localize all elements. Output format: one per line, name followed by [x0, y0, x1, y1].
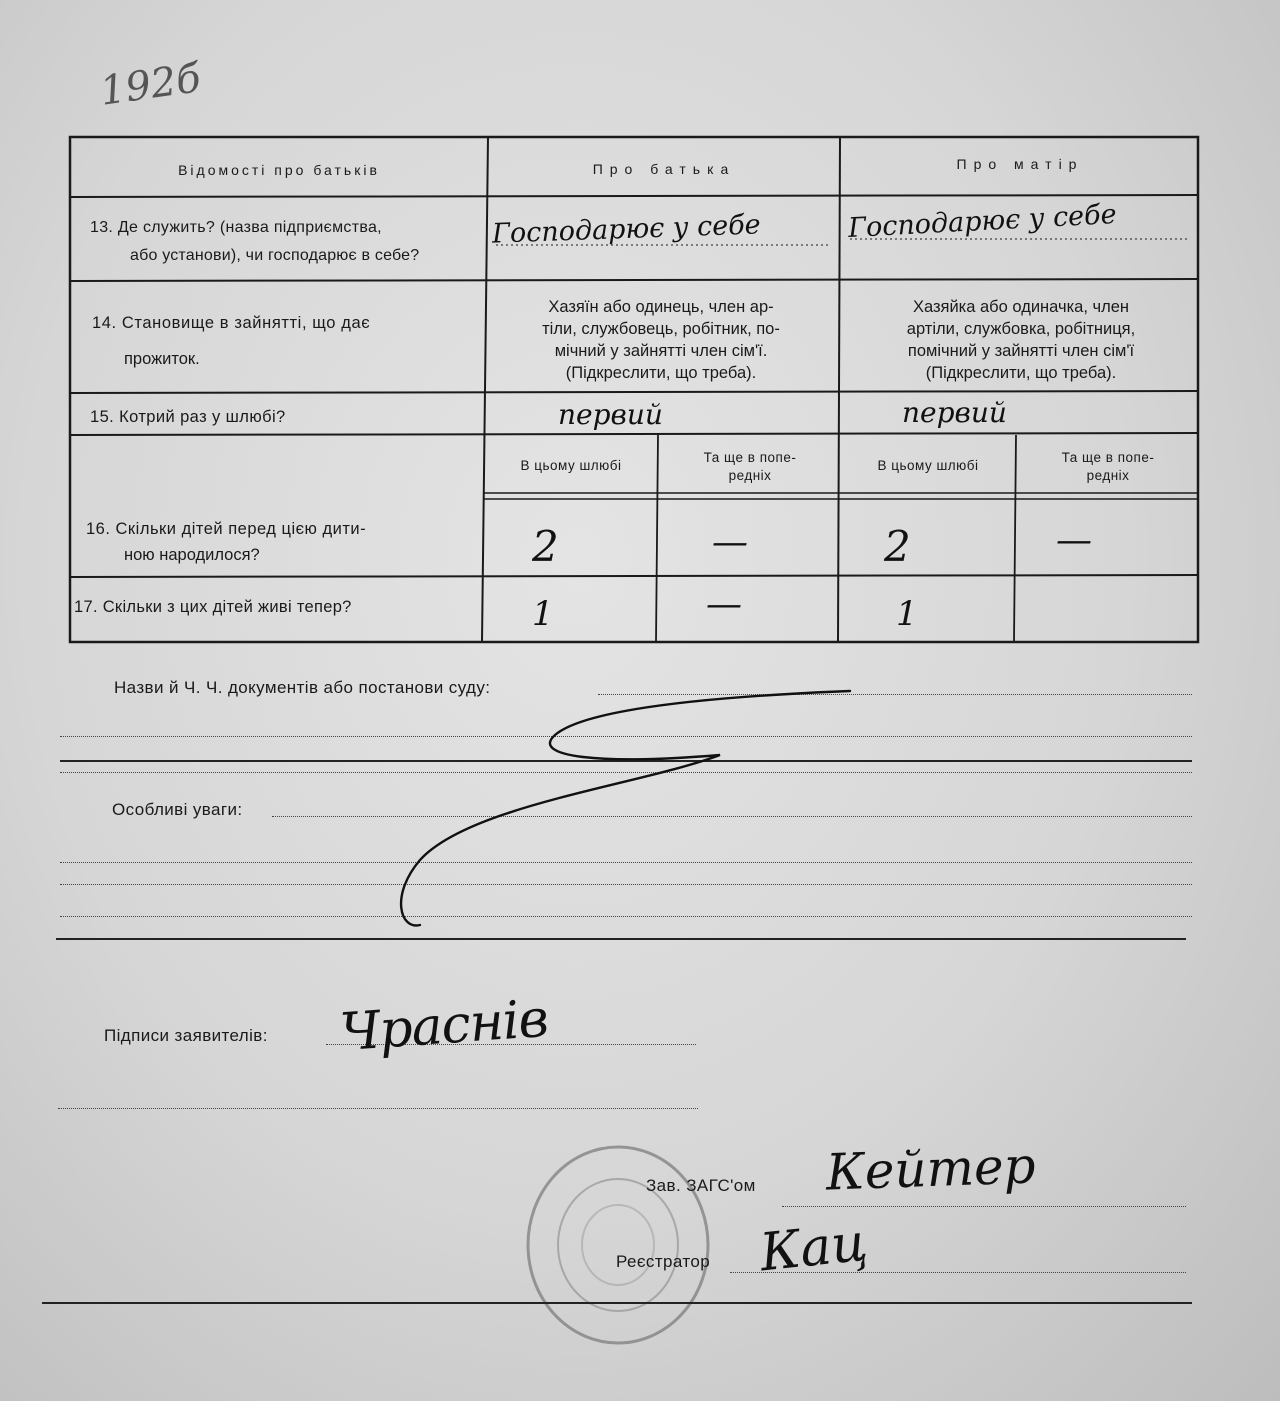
cross-out-scribble	[390, 685, 890, 935]
registrar-label: Реєстратор	[616, 1252, 711, 1271]
row14-mother-options	[846, 296, 1196, 384]
head-label: Зав. ЗАГС'ом	[646, 1176, 756, 1195]
header-about-mother: Про матір	[956, 156, 1084, 172]
header-about-father: Про батька	[592, 161, 736, 177]
row14-father-line3: мічний у зайнятті член сім'ї.	[554, 342, 768, 360]
row17-mother-this: 1	[896, 594, 918, 634]
head-signature-line	[782, 1206, 1186, 1207]
row17-father-prev: —	[706, 584, 742, 625]
row16-mother-prev: —	[1056, 520, 1092, 561]
row16-father-prev: —	[712, 522, 748, 563]
row14-mother-line2: артіли, службовка, робітниця,	[906, 320, 1136, 338]
subheader-mother-previous-line2: редніх	[1086, 468, 1130, 483]
row16-father-this: 2	[532, 522, 559, 571]
row14-label-line1: 14. Становище в зайнятті, що дає	[92, 314, 371, 332]
row14-father-line1: Хазяїн або одинець, член ар-	[548, 298, 774, 316]
signatures-line-2	[58, 1108, 698, 1109]
row13-father-answer: Господарює у себе	[491, 209, 762, 250]
row17-label: 17. Скільки з цих дітей живі тепер?	[74, 598, 352, 616]
handwritten-page-number: 192б	[97, 55, 204, 115]
row14-mother-line4: (Підкреслити, що треба).	[925, 364, 1117, 382]
subheader-father-previous	[660, 449, 840, 485]
row13-label-line1: 13. Де служить? (назва підприємства,	[90, 219, 382, 236]
signatures-label: Підписи заявителів:	[104, 1026, 268, 1045]
row17-father-this: 1	[532, 594, 554, 634]
documents-label: Назви й Ч. Ч. документів або постанови суду:	[114, 678, 491, 697]
subheader-mother-previous-line1: Та ще в попе-	[1061, 450, 1155, 465]
row14-father-line4: (Підкреслити, що треба).	[565, 364, 757, 382]
row14-father-options	[486, 296, 836, 384]
subheader-mother-this-marriage: В цьому шлюбі	[877, 458, 979, 473]
row13-label-line2: або установи), чи господарює в себе?	[130, 247, 420, 264]
remarks-label: Особливі уваги:	[112, 800, 243, 819]
head-signature: Кейтер	[825, 1136, 1037, 1202]
row15-mother-answer: первий	[902, 396, 1007, 429]
row14-label-line2: прожиток.	[124, 350, 200, 368]
row13-mother-answer: Господарює у себе	[847, 198, 1118, 245]
row14-mother-line3: помічний у зайнятті член сім'ї	[907, 342, 1135, 360]
row16-label-line1: 16. Скільки дітей перед цією дити-	[86, 520, 367, 538]
row15-father-answer: первий	[558, 398, 663, 431]
registrar-signature: Кац	[757, 1212, 871, 1284]
official-stamp-icon	[518, 1140, 718, 1350]
row16-mother-this: 2	[884, 522, 911, 571]
row15-label: 15. Котрий раз у шлюбі?	[90, 408, 286, 426]
subheader-father-previous-line2: редніх	[728, 468, 772, 483]
row16-label-line2: ною народилося?	[124, 546, 260, 564]
subheader-father-previous-line1: Та ще в попе-	[703, 450, 797, 465]
header-parents-info: Відомості про батьків	[178, 162, 380, 178]
row14-mother-line1: Хазяйка або одиначка, член	[912, 298, 1130, 316]
remarks-rule	[56, 938, 1186, 940]
subheader-mother-previous	[1016, 449, 1200, 485]
applicant-signature: Чраснів	[338, 988, 550, 1064]
subheader-father-this-marriage: В цьому шлюбі	[520, 458, 622, 473]
bottom-rule	[42, 1302, 1192, 1304]
row14-father-line2: тіли, службовець, робітник, по-	[542, 320, 780, 338]
